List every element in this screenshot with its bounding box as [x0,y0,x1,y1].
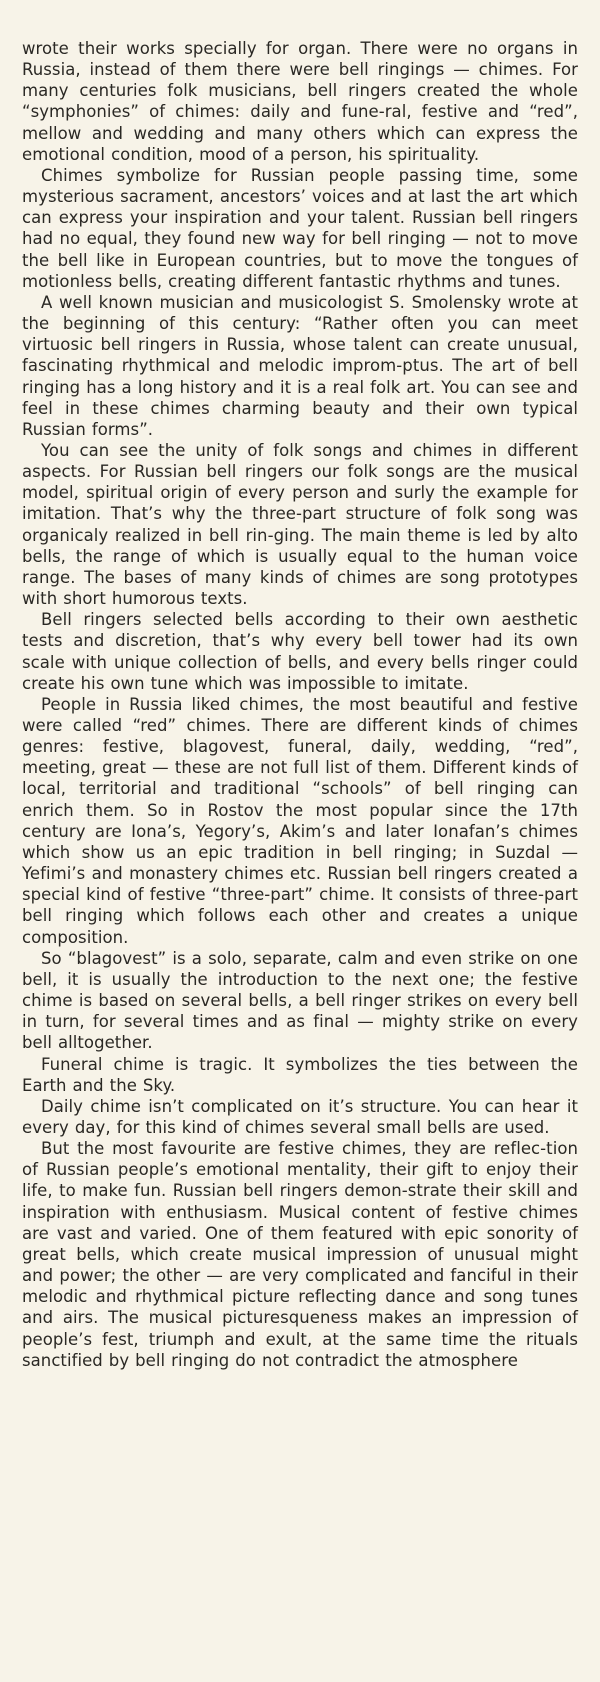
paragraph-organ-and-chimes: wrote their works specially for organ. There were no organs in Russia, instead of them there were bell ringings — chimes. For many centuries folk musicians, bell ringers created the whole “symphonies” of chimes: daily and fune-ral, festive and “red”, mellow and wedding and many others which can express the emotional condition, mood of a person, his spirituality. [22,39,578,164]
paragraph-funeral-chime: Funeral chime is tragic. It symbolizes the ties between the Earth and the Sky. [22,1054,578,1095]
paragraph-blagovest: So “blagovest” is a solo, separate, calm and even strike on one bell, it is usually the introduction to the next one; the festive chime is based on several bells, a bell ringer strikes on every bell in turn, for several times and as final — mighty strike on every bell alltogether. [22,948,578,1053]
paragraph-festive-chimes: But the most favourite are festive chimes, they are reflec-tion of Russian people’s emotional mentality, their gift to enjoy their life, to make fun. Russian bell ringers demon-strate their skill and inspiration with enthusiasm. Musical content of festive chimes are vast and varied. One of them featured with epic sonority of great bells, which create musical impression of unusual might and power; the other — are very complicated and fanciful in their melodic and rhythmical picture reflecting dance and song tunes and airs. The musical picturesqueness makes an impression of people’s fest, triumph and exult, at the same time the rituals sanctified by bell ringing do not contradict the atmosphere [22,1139,578,1370]
paragraph-daily-chime: Daily chime isn’t complicated on it’s structure. You can hear it every day, for this kind of chimes several small bells are used. [22,1096,578,1137]
paragraph-smolensky-quote: A well known musician and musicologist S. Smolensky wrote at the beginning of this century: “Rather often you can meet virtuosic bell ringers in Russia, whose talent can create unusual, fascinating rhythmical and melodic improm-ptus. The art of bell ringing has a long history and it is a real folk art. You can see and feel in these chimes charming beauty and their own typical Russian forms”. [22,292,578,439]
paragraph-bell-selection: Bell ringers selected bells according to their own aesthetic tests and discretion, that’s why every bell tower had its own scale with unique collection of bells, and every bells ringer could create his own tune which was impossible to imitate. [22,610,578,693]
paragraph-folk-songs-unity: You can see the unity of folk songs and chimes in different aspects. For Russian bell ringers our folk songs are the musical model, spiritual origin of every person and surly the example for imitation. That’s why the three-part structure of folk song was organicaly realized in bell rin-ging. The main theme is led by alto bells, the range of which is usually equal to the human voice range. The bases of many kinds of chimes are song prototypes with short humorous texts. [22,440,578,609]
paragraph-chime-genres: People in Russia liked chimes, the most beautiful and festive were called “red” chimes. There are different kinds of chimes genres: festive, blagovest, funeral, daily, wedding, “red”, meeting, great — these are not full list of them. Different kinds of local, territorial and traditional “schools” of bell ringing can enrich them. So in Rostov the most popular since the 17th century are Iona’s, Yegory’s, Akim’s and later Ionafan’s chimes which show us an epic tradition in bell ringing; in Suzdal — Yefimi’s and monastery chimes etc. Russian bell ringers created a special kind of festive “three-part” chime. It consists of three-part bell ringing which follows each other and creates a unique composition. [22,694,578,947]
paragraph-chimes-symbolism: Chimes symbolize for Russian people passing time, some mysterious sacrament, ancestors’ voices and at last the art which can express your inspiration and your talent. Russian bell ringers had no equal, they found new way for bell ringing — not to move the bell like in European countries, but to move the tongues of motionless bells, creating different fantastic rhythms and tunes. [22,165,578,291]
